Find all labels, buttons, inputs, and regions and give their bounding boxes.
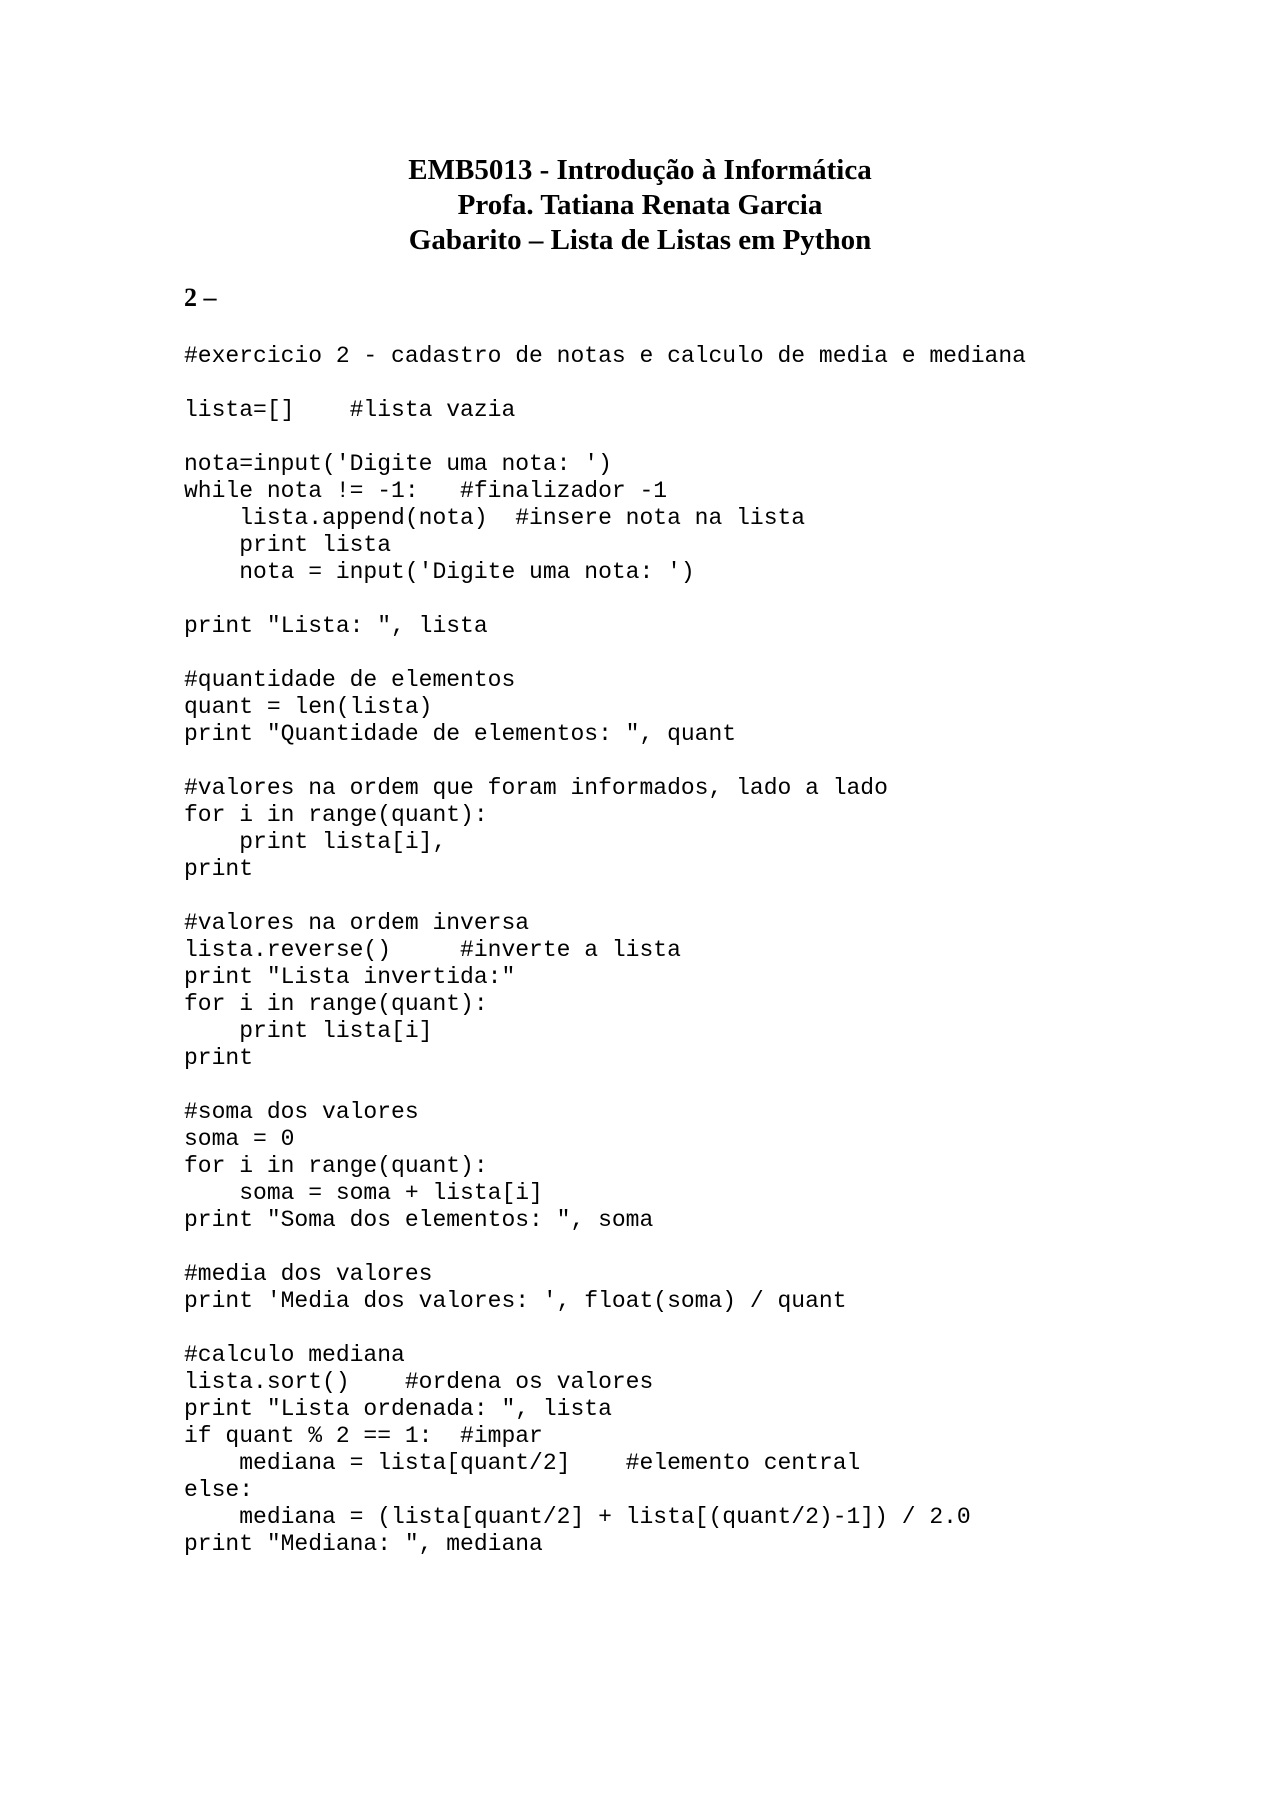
code-line: else: [184, 1477, 254, 1503]
code-line: print lista[i], [184, 829, 447, 855]
code-line [184, 370, 1026, 397]
professor-name: Profa. Tatiana Renata Garcia [457, 189, 823, 221]
code-line: #calculo mediana [184, 1342, 405, 1368]
code-line: lista=[] #lista vazia [184, 397, 516, 423]
code-line: quant = len(lista) [184, 694, 433, 720]
code-line [184, 424, 1026, 451]
code-line: print lista [184, 532, 392, 558]
code-line: nota = input('Digite uma nota: ') [184, 559, 695, 585]
document-header [0, 153, 1280, 258]
code-line: print "Lista ordenada: ", lista [184, 1396, 612, 1422]
code-line: print "Mediana: ", mediana [184, 1531, 543, 1557]
code-line [184, 1315, 1026, 1342]
code-line [184, 1072, 1026, 1099]
code-line: print lista[i] [184, 1018, 433, 1044]
code-line: nota=input('Digite uma nota: ') [184, 451, 612, 477]
code-line: #valores na ordem inversa [184, 910, 530, 936]
code-line: mediana = lista[quant/2] #elemento central [184, 1450, 861, 1476]
code-line: #valores na ordem que foram informados, lado a lado [184, 775, 888, 801]
code-line: #soma dos valores [184, 1099, 419, 1125]
code-line: #quantidade de elementos [184, 667, 516, 693]
code-line: lista.sort() #ordena os valores [184, 1369, 654, 1395]
code-line: print "Soma dos elementos: ", soma [184, 1207, 654, 1233]
document-subtitle: Gabarito – Lista de Listas em Python [408, 224, 872, 256]
code-line [184, 748, 1026, 775]
code-line: while nota != -1: #finalizador -1 [184, 478, 668, 504]
question-number: 2 – [184, 283, 217, 312]
code-line: for i in range(quant): [184, 802, 488, 828]
code-line: print [184, 856, 254, 882]
course-title: EMB5013 - Introdução à Informática [408, 154, 872, 186]
code-line: #exercicio 2 - cadastro de notas e calculo de media e mediana [184, 343, 1026, 369]
code-line [184, 1234, 1026, 1261]
code-line: for i in range(quant): [184, 991, 488, 1017]
code-line: if quant % 2 == 1: #impar [184, 1423, 543, 1449]
code-line: soma = 0 [184, 1126, 295, 1152]
code-line [184, 586, 1026, 613]
code-line: print 'Media dos valores: ', float(soma) / quant [184, 1288, 847, 1314]
code-line [184, 640, 1026, 667]
code-line: #media dos valores [184, 1261, 433, 1287]
code-line [184, 883, 1026, 910]
code-line: print "Lista invertida:" [184, 964, 516, 990]
code-line: for i in range(quant): [184, 1153, 488, 1179]
code-line: soma = soma + lista[i] [184, 1180, 543, 1206]
code-line: mediana = (lista[quant/2] + lista[(quant/2)-1]) / 2.0 [184, 1504, 971, 1530]
code-line: lista.append(nota) #insere nota na lista [184, 505, 806, 531]
code-line: print "Quantidade de elementos: ", quant [184, 721, 737, 747]
code-listing [184, 343, 1026, 1558]
code-line: print [184, 1045, 254, 1071]
code-line: print "Lista: ", lista [184, 613, 488, 639]
code-line: lista.reverse() #inverte a lista [184, 937, 681, 963]
